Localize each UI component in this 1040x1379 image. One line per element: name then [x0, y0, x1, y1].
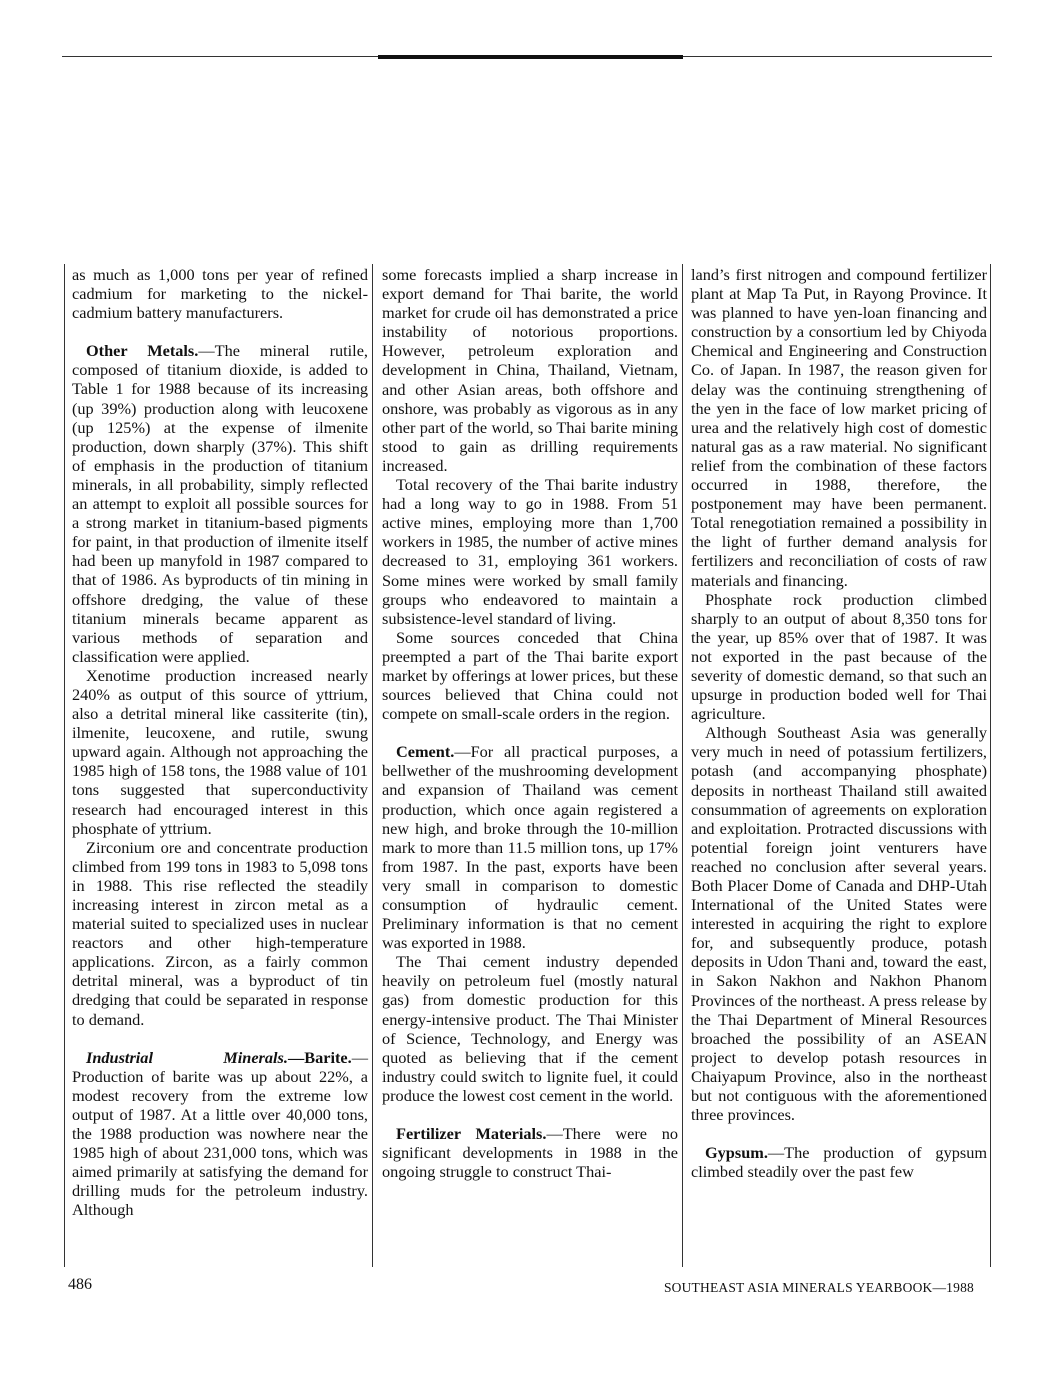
- text-column-1: [72, 265, 368, 1270]
- paragraph: land’s first nitrogen and compound fertilizer plant at Map Ta Put, in Rayong Province. It was planned to have yen-loan financing and construction by a consortium led by Chiyoda Chemical and Engineering and Construction Co. of Japan. In 1987, the reason given for delay was the continuing strengthening of the yen in the face of low market pricing of urea and the relatively high cost of domestic natural gas as a raw material. No significant relief from the combination of these factors occurred in 1988, therefore, the postponement may have been permanent. Total renegotiation remained a possibility in the light of further demand analysis for fertilizers and reconciliation of costs of raw materials and financing.: [691, 265, 987, 590]
- column-rule-1-2: [372, 264, 373, 1267]
- section-heading: Gypsum.: [705, 1143, 768, 1163]
- column-rule-2-3: [682, 264, 683, 1267]
- header-rule-accent: [378, 55, 683, 59]
- section-heading: Fertilizer Materials.: [396, 1124, 547, 1144]
- column-rule-left: [64, 264, 65, 1267]
- paragraph-cement: Cement.—For all practical purposes, a bellwether of the mushrooming development and expansion of Thailand was cement production, which once again registered a new high, and broke through the 10-million mark to more than 11.5 million tons, up 17% from 1987. In the past, exports have been very small in comparison to domestic consumption of hydraulic cement. Preliminary information is that no cement was exported in 1988.: [382, 742, 678, 953]
- paragraph: some forecasts implied a sharp increase in export demand for Thai barite, the world market for crude oil has demonstrated a price instability of notorious proportions. However, petroleum exploration and development in China, Thailand, Vietnam, and other Asian areas, both offshore and onshore, was probably as vigorous as in any other part of the world, so Thai barite mining stood to gain as drilling requirements increased.: [382, 265, 678, 475]
- paragraph: Total recovery of the Thai barite industry had a long way to go in 1988. From 51 active mines, employing more than 1,700 workers in 1985, the number of active mines decreased to 31, employing 361 workers. Some mines were worked by small family groups who endeavored to maintain a subsistence-level standard of living.: [382, 475, 678, 628]
- paragraph-industrial-minerals: Industrial Minerals.—Barite.—Production of barite was up about 22%, a modest recovery from the extreme low output of 1987. At a little over 40,000 tons, the 1988 production was nowhere near the 1985 high of about 231,000 tons, which was aimed primarily at satisfying the demand for drilling muds for the petroleum industry. Although: [72, 1047, 368, 1220]
- paragraph: Although Southeast Asia was generally very much in need of potassium fertilizers, potash (and accompanying phosphate) deposits in northeast Thailand still awaited consummation of agreements on exploration and exploitation. Protracted discussions with potential foreign joint venturers have reached no conclusion after several years. Both Placer Dome of Canada and DHP-Utah International of the United States were interested in acquiring the right to explore for, and subsequently produce, potash deposits in Udon Thani and, toward the east, in Sakon Nakhon and Nakhon Phanom Provinces of the northeast. A press release by the Thai Department of Mineral Resources broached the possibility of an ASEAN project to develop potash resources in Chaiyapum Province, also in the northeast but not contiguous with the aforementioned three provinces.: [691, 723, 987, 1125]
- paragraph: Phosphate rock production climbed sharply to an output of about 8,350 tons for the year, up 85% over that of 1987. It was not exported in the past because of the severity of domestic demand, so that such an upsurge in production boded well for Thai agriculture.: [691, 589, 987, 724]
- paragraph: Some sources conceded that China preempted a part of the Thai barite export market by offerings at lower prices, but these sources believed that China could not compete on small-scale orders in the region.: [382, 627, 678, 724]
- paragraph-fertilizer: Fertilizer Materials.—There were no significant developments in 1988 in the ongoing struggle to construct Thai-: [382, 1124, 678, 1182]
- paragraph: as much as 1,000 tons per year of refined cadmium for marketing to the nickel-cadmium battery manufacturers.: [72, 265, 368, 323]
- paragraph-other-metals: Other Metals.—The mineral rutile, composed of titanium dioxide, is added to Table 1 for 1988 because of its increasing (up 39%) production along with leucoxene (up 125%) at the expense of ilmenite production, down sharply (37%). This shift of emphasis in the production of titanium minerals, in all probability, simply reflected an attempt to exploit all possible sources for a strong market in titanium-based pigments for paint, in that production of ilmenite itself had been up manyfold in 1987 compared to that of 1986. As byproducts of tin mining in offshore dredging, the value of these titanium minerals became apparent as various methods of separation and classification were applied.: [72, 341, 368, 666]
- section-heading: Industrial Minerals.: [86, 1047, 288, 1067]
- paragraph: Zirconium ore and concentrate production climbed from 199 tons in 1983 to 5,098 tons in 1988. This rise reflected the steadily increasing interest in zircon metal as a material suited to specialized uses in nuclear reactors and other high-temperature applications. Zircon, as a fairly common detrital mineral, was a byproduct of tin dredging that could be separated in response to demand.: [72, 837, 368, 1029]
- section-heading: Cement.: [396, 742, 455, 762]
- text-column-3: [691, 265, 987, 1270]
- paragraph-gypsum: Gypsum.—The production of gypsum climbed steadily over the past few: [691, 1143, 987, 1182]
- paragraph: The Thai cement industry depended heavily on petroleum fuel (mostly natural gas) from domestic production for this energy-intensive product. The Thai Minister of Science, Technology, and Energy was quoted as believing that if the cement industry could switch to lignite fuel, it could produce the lowest cost cement in the world.: [382, 952, 678, 1105]
- column-rule-right: [990, 264, 991, 1267]
- running-footer: SOUTHEAST ASIA MINERALS YEARBOOK—1988: [663, 1280, 974, 1295]
- subsection-heading: —Barite.: [287, 1047, 352, 1067]
- text-column-2: [382, 265, 678, 1270]
- paragraph: Xenotime production increased nearly 240% as output of this source of yttrium, also a detrital mineral like cassiterite (tin), ilmenite, leucoxene, and rutile, swung upward again. Although not approaching the 1985 high of 158 tons, the 1988 value of 101 tons suggested that superconductivity research had encouraged interest in this phosphate of yttrium.: [72, 665, 368, 838]
- page-number: 486: [68, 1276, 92, 1293]
- section-heading: Other Metals.: [86, 341, 199, 361]
